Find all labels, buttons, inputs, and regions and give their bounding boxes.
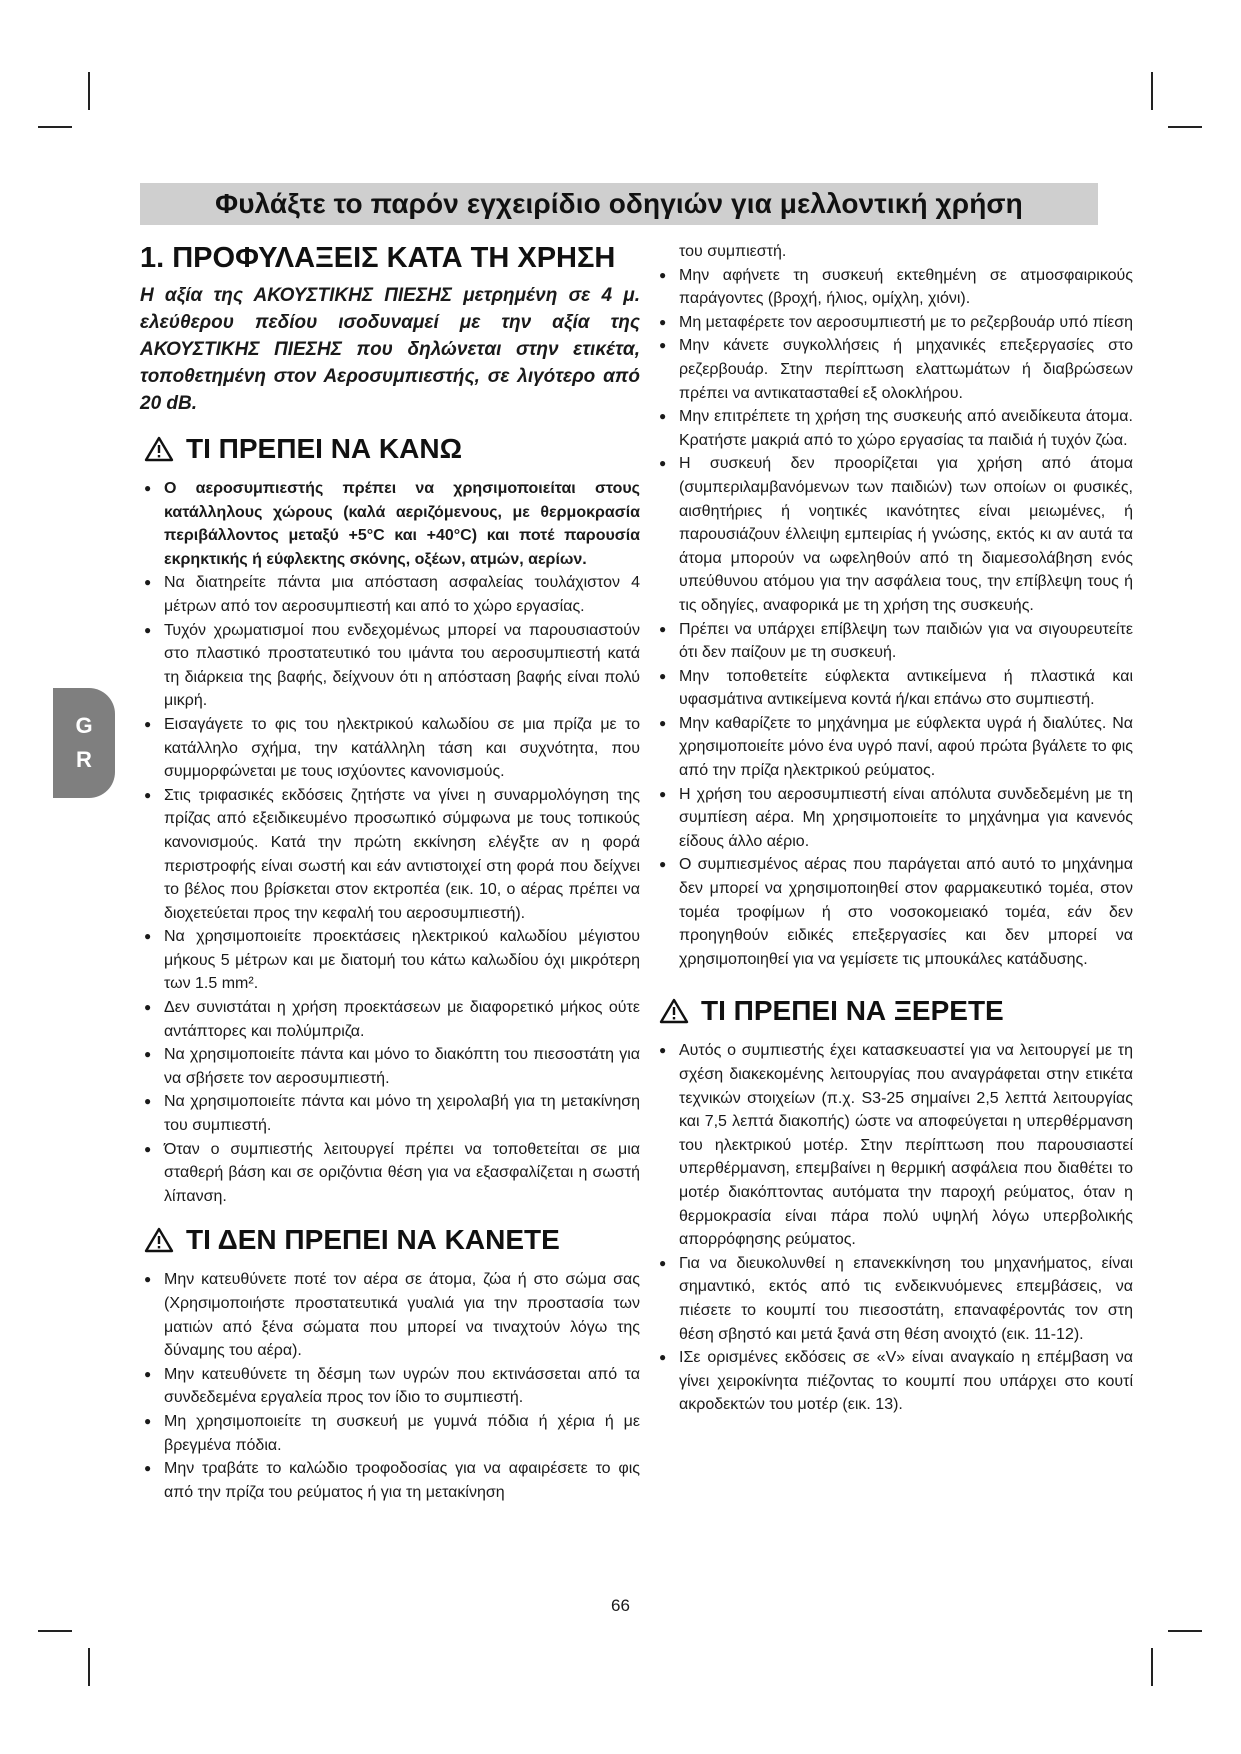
list-item: ● Να χρησιμοποιείτε πάντα και μόνο τη χειρολαβή για τη μετακίνηση του συμπιεστή. [140,1090,640,1137]
title-banner [140,183,1098,225]
list-item: ● Μην αφήνετε τη συσκευή εκτεθημένη σε ατμοσφαιρικούς παράγοντες (βροχή, ήλιος, ομίχλη, χιόνι). [655,264,1133,311]
list-item: ● Μην καθαρίζετε το μηχάνημα με εύφλεκτα υγρά ή διαλύτες. Να χρησιμοποιείτε μόνο ένα υγρό πανί, αφού πρώτα βγάλετε το φις από την πρίζα ηλεκτρικού ρεύματος. [655,712,1133,783]
language-tab [53,688,115,798]
list-item: ● Μη μεταφέρετε τον αεροσυμπιεστή με το ρεζερβουάρ υπό πίεση [655,311,1133,335]
list-item: ● Τυχόν χρωματισμοί που ενδεχομένως μπορεί να παρουσιαστούν στο πλαστικό προστατευτικό του ιμάντα του αεροσυμπιεστή κατά τη διάρκεια της βαφής, δείχνουν ότι η απόσταση βαφής είναι πολύ μικρή. [140,619,640,713]
list-item: ● Μην τραβάτε το καλώδιο τροφοδοσίας για να αφαιρέσετε το φις από την πρίζα του ρεύματος ή για τη μετακίνηση [140,1457,640,1504]
page-number: 66 [611,1596,630,1615]
list-item: ● Αυτός ο συμπιεστής έχει κατασκευαστεί για να λειτουργεί με τη σχέση διακεκομένης λειτουργίας που αναγράφεται στην ετικέτα τεχνικών στοιχείων (π.χ. S3-25 σημαίνει 2,5 λεπτά λειτουργίας και 7,5 λεπτά διακοπής) ώστε να αποφεύγεται η υπερθέρμανση του ηλεκτρικού μοτέρ. Στην περίπτωση που παρουσιαστεί υπερθέρμανση, επεμβαίνει η θερμική ασφάλεια που διαθέτει το μοτέρ διακόπτοντας αυτόματα την παροχή ρεύματος, όταν η θερμοκρασία είναι πάρα πολύ υψηλή λόγω υπερβολικής απορρόφησης ρεύματος. [655,1039,1133,1251]
list-item: ● Μην τοποθετείτε εύφλεκτα αντικείμενα ή πλαστικά και υφασμάτινα αντικείμενα κοντά ή/και επάνω στο συμπιεστή. [655,665,1133,712]
crop-mark [88,72,90,110]
list-item: ● ΙΣε ορισμένες εκδόσεις σε «V» είναι αναγκαίο η επέμβαση να γίνει χειροκίνητα πιέζοντας το κουμπί που υπάρχει στο κουτί ακροδεκτών του μοτέρ (εικ. 13). [655,1346,1133,1417]
banner-title: Φυλάξτε το παρόν εγχειρίδιο οδηγιών για μελλοντική χρήση [215,188,1023,219]
do-list [140,477,640,1208]
crop-mark [38,1630,72,1632]
left-column [140,240,640,1504]
do-heading-text: ΤΙ ΠΡΕΠΕΙ ΝΑ ΚΑΝΩ [186,433,463,464]
list-item: ● Μην κατευθύνετε ποτέ τον αέρα σε άτομα, ζώα ή στο σώμα σας (Χρησιμοποιήστε προστατευτικά γυαλιά για την προστασία των ματιών από ξένα σώματα που μπορεί να τιναχτούν λόγω της δύναμης του αέρα). [140,1268,640,1362]
crop-mark [1151,1648,1153,1686]
list-item: ● Η συσκευή δεν προορίζεται για χρήση από άτομα (συμπεριλαμβανόμενων των παιδιών) των οποίων οι φυσικές, αισθητήριες ή νοητικές ικανότητες είναι μειωμένες, ή παρουσιάζουν έλλειψη εμπειρίας ή γνώσης, εκτός κι αν αυτά τα άτομα μπορούν να ωφεληθούν από τη διαμεσολάβηση ενός υπεύθυνου ατόμου για την ασφάλεια τους, την επίβλεψη τους ή τις οδηγίες, αναφορικά με τη χρήση της συσκευής. [655,452,1133,617]
list-item: ● Να χρησιμοποιείτε πάντα και μόνο το διακόπτη του πιεσοστάτη για να σβήσετε τον αεροσυμπιεστή. [140,1043,640,1090]
know-list [655,1039,1133,1417]
list-item: ● Να χρησιμοποιείτε προεκτάσεις ηλεκτρικού καλωδίου μέγιστου μήκους 5 μέτρων και με διατομή του κάτω καλωδίου όχι μικρότερη των 1.5 mm². [140,925,640,996]
list-item: ● Όταν ο συμπιεστής λειτουργεί πρέπει να τοποθετείται σε μια σταθερή βάση και σε οριζόντια θέση για να εξασφαλίζεται η σωστή λίπανση. [140,1138,640,1209]
list-item: ● Ο συμπιεσμένος αέρας που παράγεται από αυτό το μηχάνημα δεν μπορεί να χρησιμοποιηθεί στον φαρμακευτικό τομέα, στον τομέα τροφίμων ή στο νοσοκομειακό τομέα, εάν δεν προηγηθούν ειδικές επεξεργασίες και δεν μπορεί να χρησιμοποιηθεί για να γεμίσετε τις μπουκάλες κατάδυσης. [655,853,1133,971]
list-item: ● Δεν συνιστάται η χρήση προεκτάσεων με διαφορετικό μήκος ούτε αντάπτορες και πολύμπριζα. [140,996,640,1043]
list-item: ● Ο αεροσυμπιεστής πρέπει να χρησιμοποιείται στους κατάλληλους χώρους (καλά αεριζόμενους, με θερμοκρασία περιβάλλοντος μεταξύ +5°C και +40°C) και ποτέ παρουσία εκρηκτικής ή εύφλεκτης σκόνης, οξέων, ατμών, αερίων. [140,477,640,571]
dont-heading [140,1222,640,1258]
intro-paragraph: Η αξία της ΑΚΟΥΣΤΙΚΗΣ ΠΙΕΣΗΣ μετρημένη σε 4 μ. ελεύθερου πεδίου ισοδυναμεί με την αξία της ΑΚΟΥΣΤΙΚΗΣ ΠΙΕΣΗΣ που δηλώνεται στην ετικέτα, τοποθετημένη στον Αεροσυμπιεστής, σε λιγότερο από 20 dB. [140,285,640,414]
language-tab-letter: R [76,747,92,772]
list-item-continuation: του συμπιεστή. [679,243,787,260]
list-item: ● Εισαγάγετε το φις του ηλεκτρικού καλωδίου σε μια πρίζα με το κατάλληλο σχήμα, την κατάλληλη τάση και συχνότητα, που συμμορφώνεται με τους ισχύοντες κανονισμούς. [140,713,640,784]
dont-list [140,1268,640,1504]
crop-mark [1168,1630,1202,1632]
crop-mark [38,126,72,128]
dont-list-continued [655,240,1133,971]
list-item: ● Πρέπει να υπάρχει επίβλεψη των παιδιών για να σιγουρευτείτε ότι δεν παίζουν με τη συσκευή. [655,618,1133,665]
know-heading-text: ΤΙ ΠΡΕΠΕΙ ΝΑ ΞΕΡΕΤΕ [701,995,1004,1027]
right-column [655,240,1133,1417]
section-heading: 1. ΠΡΟΦΥΛΑΞΕΙΣ ΚΑΤΑ ΤΗ ΧΡΗΣΗ [140,242,616,274]
list-item: ● Στις τριφασικές εκδόσεις ζητήστε να γίνει η συναρμολόγηση της πρίζας από εξειδικευμένο προσωπικό σύμφωνα με τους τοπικούς κανονισμούς. Κατά την πρώτη εκκίνηση ελέγξτε αν η φορά περιστροφής είναι σωστή και εάν αντιστοιχεί στη φορά που δείχνει το βέλος που βρίσκεται στον εκτροπέα (εικ. 10, ο αέρας πρέπει να διοχετεύεται προς την κεφαλή του αεροσυμπιεστή). [140,784,640,926]
list-item: ● Να διατηρείτε πάντα μια απόσταση ασφαλείας τουλάχιστον 4 μέτρων από τον αεροσυμπιεστή και από το χώρο εργασίας. [140,571,640,618]
list-item: ● Μην επιτρέπετε τη χρήση της συσκευής από ανειδίκευτα άτομα. Κρατήστε μακριά από το χώρο εργασίας τα παιδιά ή τυχόν ζώα. [655,405,1133,452]
warning-icon [144,436,174,462]
crop-mark [88,1648,90,1686]
list-item: ● Η χρήση του αεροσυμπιεστή είναι απόλυτα συνδεδεμένη με τη συμπίεση αέρα. Μη χρησιμοποιείτε το μηχάνημα για κανενός είδους άλλο αέριο. [655,783,1133,854]
warning-icon [659,998,689,1024]
know-heading [655,993,1133,1029]
dont-heading-text: ΤΙ ΔΕΝ ΠΡΕΠΕΙ ΝΑ ΚΑΝΕΤΕ [186,1224,560,1256]
list-item: ● Μην κάνετε συγκολλήσεις ή μηχανικές επεξεργασίες στο ρεζερβουάρ. Στην περίπτωση ελαττωμάτων ή διαβρώσεων πρέπει να αντικατασταθεί εξ ολοκλήρου. [655,334,1133,405]
list-item: ● Μην κατευθύνετε τη δέσμη των υγρών που εκτινάσσεται από τα συνδεδεμένα εργαλεία προς τον ίδιο το συμπιεστή. [140,1363,640,1410]
crop-mark [1151,72,1153,110]
list-item: ● Για να διευκολυνθεί η επανεκκίνηση του μηχανήματος, είναι σημαντικό, εκτός από τις ενδεικνυόμενες επεμβάσεις, να πιέσετε το κουμπί του πιεσοστάτη, επαναφέροντάς τον στη θέση σβηστό και μετά ξανά στη θέση ανοιχτό (εικ. 11-12). [655,1252,1133,1346]
list-item: ● Μη χρησιμοποιείτε τη συσκευή με γυμνά πόδια ή χέρια ή με βρεγμένα πόδια. [140,1410,640,1457]
do-heading [140,431,640,467]
language-tab-letter: G [75,713,93,738]
warning-icon [144,1227,174,1253]
crop-mark [1168,126,1202,128]
